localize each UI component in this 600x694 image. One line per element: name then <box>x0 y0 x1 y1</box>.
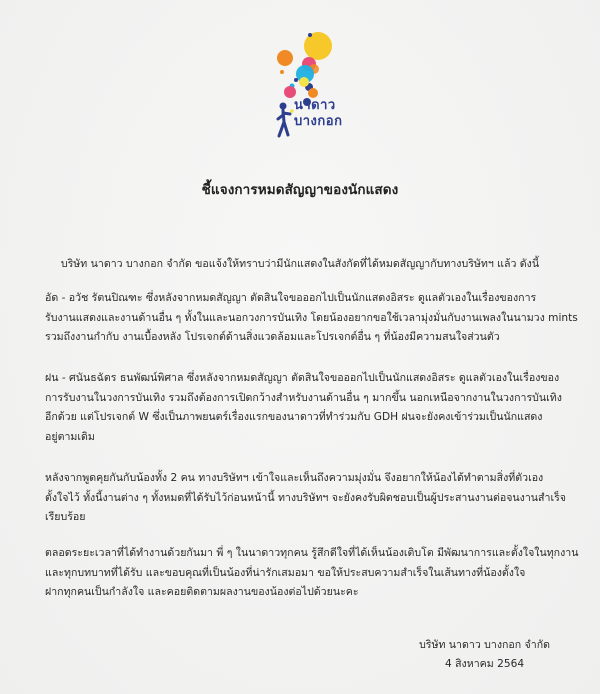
paragraph-thanks <box>45 544 579 583</box>
nadao-bangkok-logo <box>252 22 352 142</box>
paragraph-line: ฝากทุกคนเป็นกำลังใจ และคอยติดตามผลงานของน้องต่อไปด้วยนะคะ <box>45 586 359 598</box>
paragraph-line: อัด - อวัช รัตนปิณฑะ ซึ่งหลังจากหมดสัญญา ตัดสินใจขอออกไปเป็นนักแสดงอิสระ ดูแลตัวเองในเรื่องของการ <box>45 292 537 304</box>
intro-paragraph: บริษัท นาดาว บางกอก จำกัด ขอแจ้งให้ทราบว่ามีนักแสดงในสังกัดที่ได้หมดสัญญากับทางบริษัทฯ แล้ว ดังนี้ <box>60 258 540 270</box>
paragraph-line: การรับงานในวงการบันเทิง รวมถึงต้องการเปิดกว้างสำหรับงานด้านอื่น ๆ มากขึ้น นอกเหนือจากงานในวงการบันเทิง <box>45 391 562 404</box>
paragraph-line: ตลอดระยะเวลาที่ได้ทำงานด้วยกันมา พี่ ๆ ในนาดาวทุกคน รู้สึกดีใจที่ได้เห็นน้องเติบโต มีพัฒนาการและตั้งใจในทุกงาน <box>45 547 579 559</box>
paragraph-line: ตั้งใจไว้ ทั้งนี้งานต่าง ๆ ทั้งหมดที่ได้รับไว้ก่อนหน้านี้ ทางบริษัทฯ จะยังคงรับผิดชอบเป็นผู้ประสานงานต่อจนงานสำเร็จ <box>45 491 566 504</box>
signature-block <box>419 636 550 674</box>
document-title: ชี้แจงการหมดสัญญาของนักแสดง <box>201 182 399 198</box>
paragraph-line: และทุกบทบาทที่ได้รับ และขอบคุณที่เป็นน้องที่น่ารักเสมอมา ขอให้ประสบความสำเร็จในเส้นทางที่น้องตั้งใจ <box>45 566 526 579</box>
paragraph-line: อีกด้วย แต่โปรเจกต์ W ซึ่งเป็นภาพยนตร์เรื่องแรกของนาดาวที่ทำร่วมกับ GDH ฝนจะยังคงเข้าร่วมเป็นนักแสดง <box>45 411 543 423</box>
paragraph-line: ฝน - ศนันธฉัตร ธนพัฒน์พิศาล ซึ่งหลังจากหมดสัญญา ตัดสินใจขอออกไปเป็นนักแสดงอิสระ ดูแลตัวเองในเรื่องของ <box>45 372 560 384</box>
paragraph-ud <box>45 289 578 348</box>
paragraph-line: หลังจากพูดคุยกันกับน้องทั้ง 2 คน ทางบริษัทฯ เข้าใจและเห็นถึงความมุ่งมั่น จึงอยากให้น้องได้ทำตามสิ่งที่ตัวเอง <box>45 472 544 484</box>
signature-date: 4 สิงหาคม 2564 <box>444 658 525 670</box>
logo-text-bangkok: บางกอก <box>294 114 343 129</box>
logo-text-nadao: นาดาว <box>294 98 336 113</box>
signature-company: บริษัท นาดาว บางกอก จำกัด <box>419 639 550 651</box>
paragraph-line: รวมถึงงานกำกับ งานเบื้องหลัง โปรเจกต์ด้านสิ่งแวดล้อมและโปรเจกต์อื่น ๆ ที่น้องมีความสนใจส่วนตัว <box>45 331 500 343</box>
paragraph-company-statement <box>45 469 575 528</box>
paragraph-line: รับงานแสดงและงานด้านอื่น ๆ ทั้งในและนอกวงการบันเทิง โดยน้องอยากขอใช้เวลามุ่งมั่นกับงานเพลงในนามวง mints <box>45 311 578 324</box>
paragraph-fon <box>45 369 575 447</box>
paragraph-closing <box>45 583 575 603</box>
paragraph-line: เรียบร้อย <box>45 511 86 523</box>
paragraph-line: อยู่ตามเดิม <box>45 430 95 443</box>
